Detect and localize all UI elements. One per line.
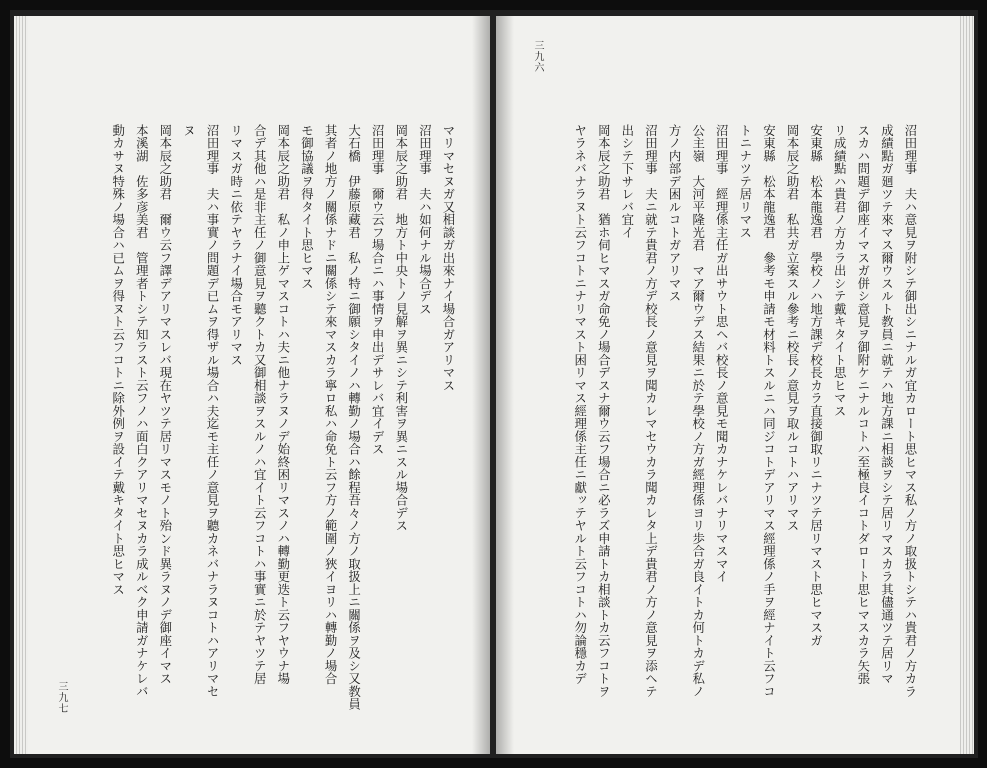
- text-line: 沼田理事 夫ハ事實ノ問題デ已ムヲ得ザル場合ハ夫迄モ主任ノ意見ヲ聽カネバナラヌコトハアリマセ: [205, 124, 221, 698]
- text-line: 安東縣 松本龍逸君 學校ノハ地方課デ校長カラ直接御取リニナツテ居リマスト思ヒマスガ: [808, 124, 824, 647]
- text-line: リ成績點ハ貴君ノ方カラ出シテ戴キタイト思ヒマス: [832, 124, 848, 418]
- text-line: 岡本辰之助君 地方ト中央トノ見解ヲ異ニシテ利害ヲ異ニスル場合デス: [393, 124, 409, 532]
- left-page-text: [40, 124, 460, 726]
- right-page-text: [540, 124, 922, 726]
- text-line: 岡本辰之助君 私共ガ立案スル參考ニ校長ノ意見ヲ取ルコトハアリマス: [785, 124, 801, 532]
- left-page: [14, 16, 490, 754]
- text-line: 沼田理事 夫ハ意見ヲ附シテ御出シニナルガ宜カロート思ヒマス私ノ方ノ取扱トシテハ貴君ノ方カラ: [903, 124, 918, 698]
- gutter-shadow-left: [472, 16, 490, 754]
- text-line: 沼田理事 夫ニ就テ貴君ノ方デ校長ノ意見ヲ聞カレマセウカラ聞カレタ上デ貴君ノ方ノ意見ヲ添ヘテ: [643, 124, 659, 698]
- right-page: [496, 16, 974, 754]
- text-line: スカハ問題デ御座イマスガ併シ意見ヲ御附ケニナルコトハ至極良イコトダロート思ヒマスカラ矢張: [855, 124, 871, 685]
- text-line: 大石橋 伊藤原藏君 私ノ特ニ御願シタイノハ轉勤ノ場合ハ餘程吾々ノ方ノ取扱上ニ關係ヲ及シ又教員: [346, 124, 362, 711]
- text-line: 公主嶺 大河平隆光君 マア爾ウデス結果ニ於テ學校ノ方ガ經理係ヨリ歩合ガ良イトカ何トカデ私ノ: [690, 124, 706, 698]
- text-line: リマスガ時ニ依テヤラナイ場合モアリマス: [228, 124, 244, 367]
- text-line: ヤラネバナラヌト云フコトニナリマスト困リマス經理係主任ニ獻ッテヤルト云フコトハ勿論穩カデ: [572, 124, 588, 685]
- text-line: 沼田理事 夫ハ如何ナル場合デス: [417, 124, 433, 316]
- book-spread: [10, 10, 978, 758]
- text-line: 出シテ下サレバ宜イ: [619, 124, 635, 239]
- text-line: モ御協議ヲ得タイト思ヒマス: [299, 124, 315, 290]
- text-line: ヌ: [181, 124, 197, 137]
- text-line: 安東縣 松本龍逸君 參考モ申請モ材料トスルニハ同ジコトデアリマス經理係ノ手ヲ經ナイト云フコ: [761, 124, 777, 698]
- text-line: 岡本辰之助君 私ノ申上ゲマスコトハ夫ニ他ナラヌノデ始終困リマスノハ轉勤更迭ト云フヤウナ場: [275, 124, 291, 685]
- page-number-right: 三九六: [532, 40, 543, 73]
- text-line: トニナツテ居リマス: [737, 124, 753, 239]
- text-line: 方ノ内部デ困ルコトガアリマス: [667, 124, 683, 303]
- text-line: 岡本辰之助君 猶ホ伺ヒマスガ命免ノ場合デスナ爾ウ云フ場合ニ必ラズ申請トカ相談トカ云フコトヲ: [596, 124, 612, 698]
- text-line: 沼田理事 經理係主任ガ出サウト思ヘバ校長ノ意見モ聞カナケレバナリマスマイ: [714, 124, 730, 583]
- page-number-left: 三九七: [56, 681, 67, 714]
- text-line: マリマセヌガ又相談ガ出來ナイ場合ガアリマス: [441, 124, 456, 392]
- text-line: 本溪湖 佐多彦美君 管理者トシテ知ラスト云フノハ面白クアリマセヌカラ成ルベク申請ガナケレバ: [134, 124, 150, 698]
- text-line: 成績點ガ廻ツテ來マス爾ウスルト教員ニ就テハ地方課ニ相談ヲシテ居リマスカラ其儘通ツテ居リマ: [879, 124, 895, 685]
- gutter-shadow-right: [496, 16, 514, 754]
- page-edge-right: [960, 16, 974, 754]
- text-line: 動カサヌ特殊ノ場合ハ已ムヲ得ヌト云フコトニ除外例ヲ設イテ戴キタイト思ヒマス: [110, 124, 126, 596]
- text-line: 其者ノ地方ノ關係ナドニ關係シテ來マスカラ寧ロ私ハ命免ト云フ方ノ範圍ノ狹イヨリハ轉勤ノ場合: [323, 124, 339, 685]
- page-edge-left: [14, 16, 28, 754]
- text-line: 沼田理事 爾ウ云フ場合ニハ事情ヲ申出デサレバ宜イデス: [370, 124, 386, 456]
- text-line: 合デ其他ハ是非主任ノ御意見ヲ聽クトカ又御相談ヲスルノハ宜イト云フコトハ事實ニ於テヤツテ居: [252, 124, 268, 685]
- text-line: 岡本辰之助君 爾ウ云フ譯デアリマスレバ現在ヤツテ居リマスモノト殆ンド異ラヌノデ御座イマス: [157, 124, 173, 685]
